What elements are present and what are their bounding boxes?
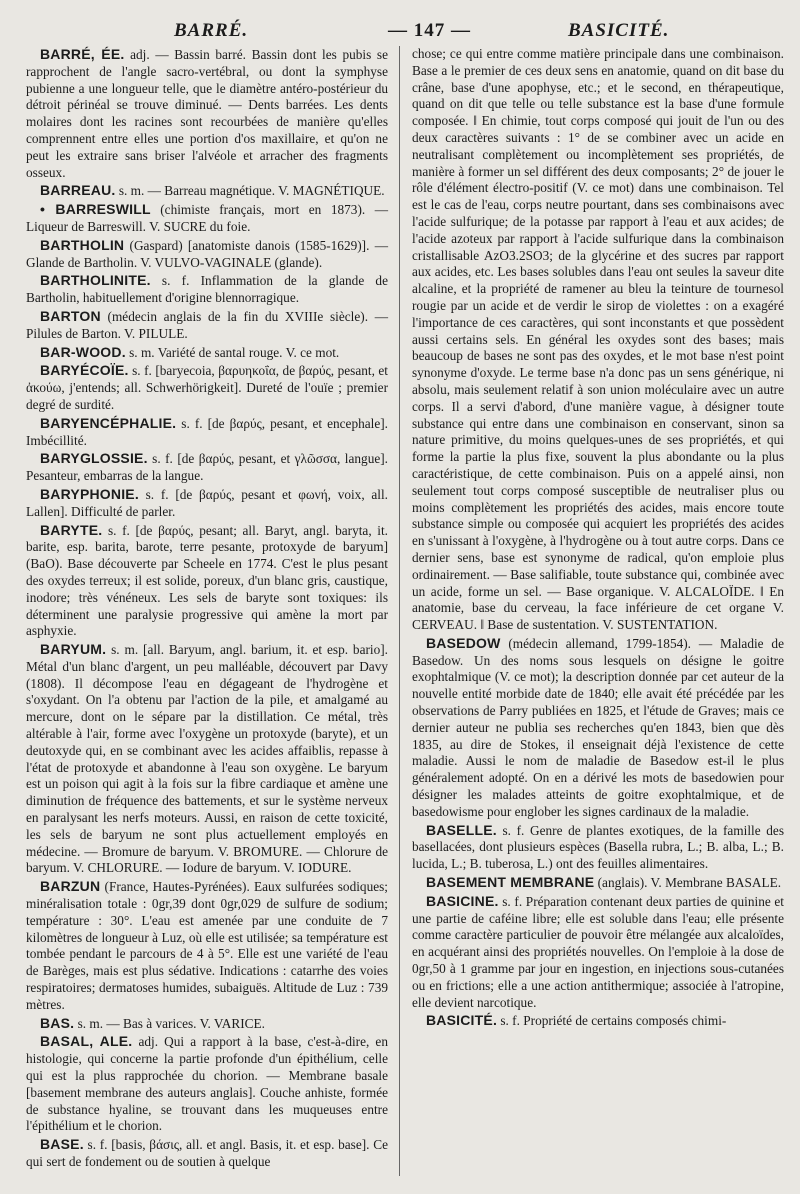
dictionary-entry <box>26 201 388 236</box>
dictionary-entry <box>26 272 388 307</box>
entry-definition: s. f. [basis, βάσις, all. et angl. Basis, it. et esp. base]. Ce qui sert de fondement ou de soutien à quelque <box>26 1137 388 1169</box>
entry-headword: BASICITÉ. <box>426 1012 498 1029</box>
running-head-right: BASICITÉ. <box>568 20 670 41</box>
dictionary-entry <box>26 344 388 362</box>
entry-headword: BASICINE. <box>426 892 499 909</box>
entry-headword: BARYENCÉPHALIE. <box>40 414 177 431</box>
entry-definition: chose; ce qui entre comme matière principale dans une combinaison. Base a le premier de ces deux sens en anatomie, quand on dit base du crâne, base d'une apophyse, etc.; et le second, en thérapeutique, quand on dit que telle ou telle substance est la base d'une formule composée. ‖ En chimie, tout corps composé qui jouit de l'un ou des deux caractères suivants : 1° de se combiner avec un acide en neutralisant complètement ou incomplètement ses propriétés, de manière à former un sel différent des deux composants; 2° de jouer le rôle d'élément électro-positif (V. ce mot) dans une combinaison. Tel est le cas de l'eau, corps neutre pourtant, dans ses combinaisons avec l'acide sulfurique; de la potasse par rapport à l'eau et aux acides; de l'acide azoteux par rapport à l'acide sulfurique dans la combinaison cristallisable AzO3.2SO3; de la glycérine et des sucres par rapport aux acides, etc. Les bases solubles dans l'eau ont seules la saveur dite alcaline, et la propriété de ramener au bleu la teinture de tournesol rougie par un acide et de verdir le sirop de violettes : on a exagéré l'importance de ces caractères, qui sont inconstants et que possèdent aussi certains sels. En général les oxydes sont des bases; mais beaucoup de bases ne sont pas des oxydes, et le mot base n'est point synonyme d'oxyde. Le terme base n'a donc pas un sens générique, ni absolu, mais seulement relatif à son union moléculaire avec un autre corps. Il a servi d'abord, d'une manière vague, à désigner toute substance qui entre dans une combinaison en conservant, sinon sa nature primitive, du moins quelques-unes de ses propriétés, et qui forme la partie la plus fixe, souvent la plus abondante ou la plus caractéristique, de cette combinaison. Puis on a appelé ainsi, non seulement tout corps composé susceptible de neutraliser plus ou moins complètement les propriétés des acides, mais encore toute substance simple ou composée qui acquiert les propriétés des acides en s'unissant à l'oxygène, à l'hydrogène ou à tout autre corps. Dans ce dernier sens, base est synonyme de radical, qu'on emploie plus ordinairement. — Base salifiable, toute substance qui, combinée avec un acide, forme un sel. — Base organique. V. ALCALOÏDE. ‖ En anatomie, base du cerveau, la face inférieure de cet organe V. CERVEAU. ‖ Base de sustentation. V. SUSTENTATION. <box>412 46 784 633</box>
entry-definition: s. m. [all. Baryum, angl. barium, it. et esp. bario]. Métal d'un blanc d'argent, un peu malléable, découvert par Davy (1808). Il décompose l'eau en dégageant de l'hydrogène et s'oxydant. On l'a obtenu par l'action de la pile, et amalgamé au mercure, dont on le sépare par la distillation. Ce métal, très altérable à l'air, forme avec l'oxygène un protoxyde (baryte), et un deutoxyde qui, en se combinant avec les acides affaiblis, repasse à l'état de protoxyde et abandonne à l'eau son oxygène. Le baryum est un poison qui agit à la fois sur la fibre cardiaque et amène une diminution de fréquence des battements, et sur le système nerveux en paralysant les nerfs moteurs. Aussi, en raison de cette toxicité, les sels de baryum ne sont plus actuellement employés en médecine. — Bromure de baryum. V. BROMURE. — Chlorure de baryum. V. CHLORURE. — Iodure de baryum. V. IODURE. <box>26 642 388 876</box>
entry-definition: s. f. [de βαρύς, pesant et φωνή, voix, all. Lallen]. Difficulté de parler. <box>26 486 388 519</box>
entry-headword: BASEDOW <box>426 634 501 651</box>
dictionary-entry <box>26 641 388 877</box>
entry-headword: BASE. <box>40 1136 84 1153</box>
entry-definition: s. f. [de βαρύς, pesant; all. Baryt, angl. baryta, it. barite, esp. barita, barote, terre pesante, protoxyde de baryum] (BaO). Base découverte par Scheele en 1774. C'est le plus pesant des oxydes terreux; il est solide, poreux, d'un blanc gris, caustique, inodore; très vénéneux. Les sels de baryte sont toxiques: ils déterminent une paralysie progressive qui amène la mort par asphyxie. <box>26 522 388 639</box>
entry-definition: s. m. Variété de santal rouge. V. ce mot. <box>125 344 340 360</box>
entry-definition: (chimiste français, mort en 1873). — Liqueur de Barreswill. V. SUCRE du foie. <box>26 202 389 234</box>
entry-definition: (France, Hautes-Pyrénées). Eaux sulfurées sodiques; minéralisation totale : 0gr,39 dont 0gr,029 de sulfure de sodium; température : 30°. L'eau est amenée par une conduite de 7 kilomètres de longueur à Luz, où elle est utilisée; sa température est tombée pendant le parcours de 4 à 5°. Elle est une variété de l'eau de Barèges, mais est plus sédative. Indications : catarrhe des voies respiratoires; dermatoses humides, subaiguës. Altitude de Luz : 739 mètres. <box>26 879 388 1012</box>
entry-definition: s. f. [de βαρύς, pesant, et encephale]. Imbécillité. <box>26 415 388 448</box>
dictionary-entry <box>26 522 388 641</box>
right-column <box>412 46 784 1031</box>
dictionary-entry <box>412 635 784 821</box>
entry-definition: s. m. — Bas à varices. V. VARICE. <box>74 1015 265 1031</box>
entry-definition: (médecin anglais de la fin du XVIIIe siècle). — Pilules de Barton. V. PILULE. <box>26 308 388 341</box>
entry-definition: s. f. Propriété de certains composés chimi- <box>497 1013 727 1029</box>
entry-headword: BASEMENT MEMBRANE <box>426 874 595 891</box>
entry-definition: (Gaspard) [anatomiste danois (1585-1629)]. — Glande de Bartholin. V. VULVO-VAGINALE (glande). <box>26 237 388 270</box>
dictionary-entry <box>26 46 388 181</box>
entry-definition: (anglais). V. Membrane BASALE. <box>594 875 782 891</box>
entry-definition: (médecin allemand, 1799-1854). — Maladie de Basedow. Un des noms sous lesquels on désigne le goitre exophtalmique (V. ce mot); la description donnée par cet auteur de la nouvelle entité morbide date de 1840; elle avait été précédée par les observations de Parry publiées en 1825, et l'étude de Graves; mais ce dernier auteur ne publia ses recherches qu'en 1843, bien que dès 1835, au dire de Stokes, il enseignait déjà l'existence de cette maladie. Aussi le nom de maladie de Basedow est-il le plus généralement adopté. On en a dérivé les mots de basedowien pour désigner les malades atteints de goitre exophtalmique, et de basedowisme pour englober les signes cardinaux de la maladie. <box>412 635 784 819</box>
dictionary-entry <box>26 362 388 413</box>
entry-headword: BARYUM. <box>40 641 107 658</box>
entry-headword: BARTHOLINITE. <box>40 272 151 289</box>
dictionary-entry <box>26 1136 388 1171</box>
entry-headword: BARYPHONIE. <box>40 485 139 502</box>
entry-definition: adj. — Bassin barré. Bassin dont les pubis se rapprochent de l'angle sacro-vertébral, ou dont la symphyse pubienne a une longueur telle, que le diamètre antéro-postérieur du détroit périnéal se trouve diminué. — Dents barrées. Les dents molaires dont les racines sont recourbées de manière qu'elles comprennent entre elles une portion d'os maxillaire, et qu'on ne peut les extraire sans briser l'alvéole et arracher des fragments osseux. <box>26 47 388 180</box>
running-head-left: BARRÉ. <box>174 20 249 41</box>
dictionary-entry <box>412 893 784 1012</box>
dictionary-entry <box>26 878 388 1013</box>
page-header <box>26 16 786 46</box>
entry-headword: BARYGLOSSIE. <box>40 450 148 467</box>
column-divider <box>399 46 400 1176</box>
dictionary-entry <box>26 1015 388 1033</box>
two-column-body <box>26 46 786 1186</box>
left-column <box>26 46 388 1172</box>
entry-headword: BARZUN <box>40 878 101 895</box>
dictionary-entry <box>412 46 784 634</box>
dictionary-entry <box>26 415 388 450</box>
entry-headword: BARTON <box>40 307 101 324</box>
entry-headword: BAR-WOOD. <box>40 343 126 360</box>
entry-headword: BAS. <box>40 1014 75 1031</box>
dictionary-entry <box>26 237 388 272</box>
entry-headword: BARYÉCOÏE. <box>40 362 129 379</box>
entry-definition: s. m. — Barreau magnétique. V. MAGNÉTIQUE. <box>115 183 385 199</box>
entry-definition: s. f. [de βαρύς, pesant, et γλῶσσα, langue]. Pesanteur, embarras de la langue. <box>26 451 388 484</box>
entry-definition: s. f. Inflammation de la glande de Bartholin, habituellement d'origine blennorragique. <box>26 273 388 306</box>
entry-headword: BASAL, ALE. <box>40 1033 133 1050</box>
entry-definition: s. f. [baryecoia, βαρυηκοΐα, de βαρύς, pesant, et ἀκούω, j'entends; all. Schwerhörigkeit]. Dureté de l'ouïe ; premier degré de surdité. <box>26 363 388 412</box>
dictionary-entry <box>26 450 388 485</box>
entry-headword: BARRÉ, ÉE. <box>40 46 125 62</box>
dictionary-entry <box>26 486 388 521</box>
dictionary-entry <box>26 182 388 200</box>
entry-headword: BASELLE. <box>426 821 497 838</box>
dictionary-entry <box>26 1033 388 1135</box>
entry-headword: BARREAU. <box>40 182 116 199</box>
dictionary-entry <box>412 822 784 873</box>
page-number: — 147 — <box>388 20 471 41</box>
dictionary-entry <box>26 308 388 343</box>
entry-definition: s. f. Préparation contenant deux parties de quinine et une partie de caféine libre; elle est soluble dans l'eau; elle présente comme caractère particulier de pouvoir être mélangée aux alcaloïdes, en acquérant ainsi des propriétés nouvelles. On l'emploie à la dose de 0gr,50 à 1 gramme par jour en ingestion, en injections sous-cutanées ou en frictions; elle a une action antithermique; associée à l'atropine, elle devient narcotique. <box>412 893 784 1010</box>
entry-definition: adj. Qui a rapport à la base, c'est-à-dire, en histologie, qui concerne la partie profonde d'un épithélium, celle qui est la plus rapprochée du chorion. — Membrane basale [basement membrane des auteurs anglais]. Couche anhiste, formée de substance hyaline, se trouvant dans les muqueuses entre l'épithélium et le chorion. <box>26 1034 388 1134</box>
dictionary-entry <box>412 1012 784 1030</box>
entry-headword: • BARRESWILL <box>40 201 151 218</box>
entry-definition: s. f. Genre de plantes exotiques, de la famille des basellacées, dont plusieurs espèces (Basella rubra, L.; B. alba, L.; B. lucida, L.; B. tuberosa, L.) ont des feuilles alimentaires. <box>412 822 784 872</box>
entry-headword: BARYTE. <box>40 521 103 538</box>
dictionary-entry <box>412 874 784 892</box>
entry-headword: BARTHOLIN <box>40 236 125 253</box>
